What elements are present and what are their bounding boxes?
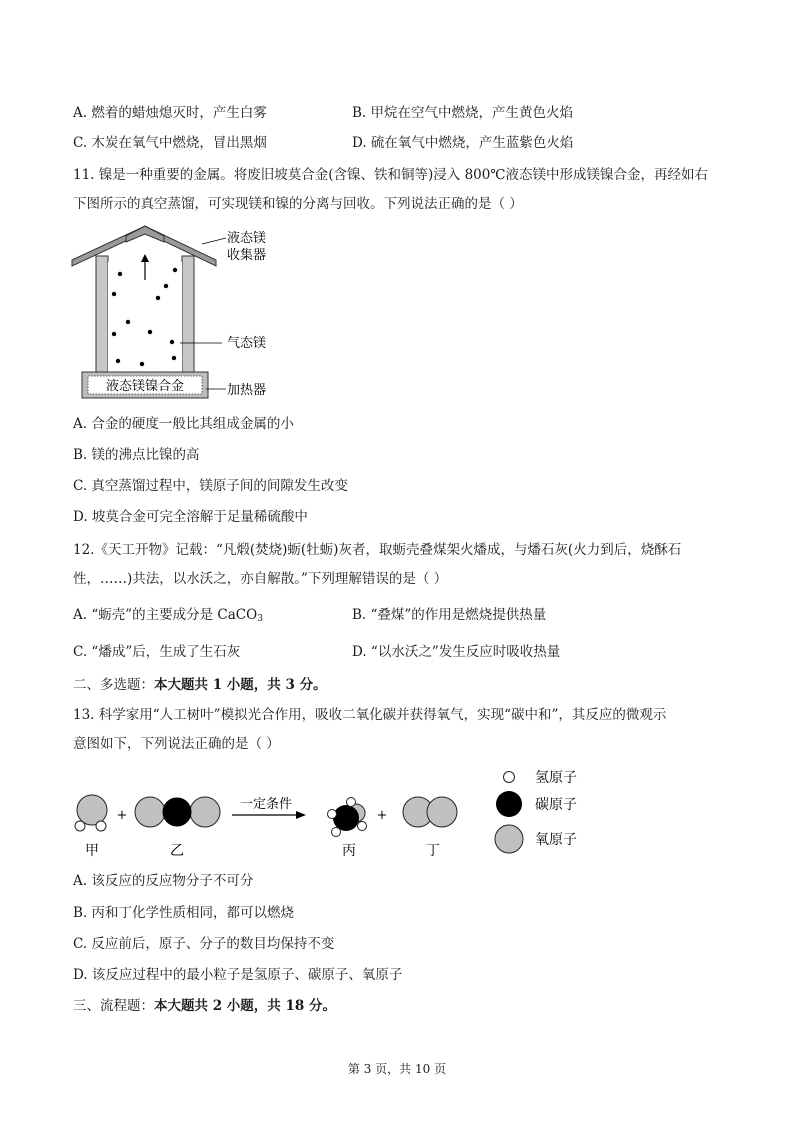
- molecule-bing: [328, 798, 367, 837]
- left-wall: [96, 256, 108, 374]
- label-yi: 乙: [170, 843, 184, 859]
- q12-option-c: C. “燔成”后，生成了生石灰: [73, 644, 241, 660]
- q12-option-b: B. “叠煤”的作用是燃烧提供热量: [352, 607, 547, 623]
- legend-hydrogen-swatch: [504, 772, 515, 783]
- label-ding: 丁: [426, 843, 440, 859]
- right-wall: [182, 256, 194, 374]
- q13-option-c: C. 反应前后，原子、分子的数目均保持不变: [73, 936, 335, 952]
- gas-magnesium-label: 气态镁: [227, 336, 267, 351]
- label-bing: 丙: [342, 843, 356, 859]
- plus-sign-1: +: [116, 808, 128, 823]
- heater-label: 加热器: [227, 383, 267, 398]
- legend-oxygen-label: 氧原子: [535, 832, 577, 848]
- q12-option-a: A. “蛎壳”的主要成分是 CaCO$_3$: [73, 607, 263, 624]
- q10-option-b: B. 甲烷在空气中燃烧，产生黄色火焰: [352, 105, 574, 121]
- vacuum-distillation-diagram: [70, 222, 310, 402]
- collector-label-1: 液态镁: [227, 231, 267, 246]
- reaction-condition: 一定条件: [239, 797, 293, 812]
- section-3-heading: 三、流程题：本大题共 2 小题，共 18 分。: [73, 998, 336, 1014]
- legend-oxygen-swatch: [495, 825, 523, 853]
- q13-option-a: A. 该反应的反应物分子不可分: [73, 873, 254, 889]
- q11-stem-line1: 11. 镍是一种重要的金属。将废旧坡莫合金(含镍、铁和铜等)浸入 800℃液态镁中形成镁镍合金，再经如右: [73, 167, 708, 183]
- q12-stem-line2: 性，……)共法，以水沃之，亦自解散。”下列理解错误的是（ ）: [73, 571, 448, 587]
- section-2-heading: 二、多选题：本大题共 1 小题，共 3 分。: [73, 677, 327, 693]
- q10-option-a: A. 燃着的蜡烛熄灭时，产生白雾: [73, 105, 267, 121]
- q11-stem-line2: 下图所示的真空蒸馏，可实现镁和镍的分离与回收。下列说法正确的是（ ）: [73, 196, 523, 212]
- q11-option-b: B. 镁的沸点比镍的高: [73, 447, 200, 463]
- q12-option-d: D. “以水沃之”发生反应时吸收热量: [352, 644, 561, 660]
- q11-option-d: D. 坡莫合金可完全溶解于足量稀硫酸中: [73, 509, 308, 525]
- q11-option-c: C. 真空蒸馏过程中，镁原子间的间隙发生改变: [73, 478, 348, 494]
- molecule-jia: [75, 795, 107, 831]
- q13-option-b: B. 丙和丁化学性质相同，都可以燃烧: [73, 905, 295, 921]
- q11-option-a: A. 合金的硬度一般比其组成金属的小: [73, 416, 294, 432]
- legend-carbon-label: 碳原子: [535, 797, 577, 813]
- page-footer: 第 3 页，共 10 页: [347, 1062, 447, 1076]
- legend: [495, 770, 577, 853]
- q13-option-d: D. 该反应过程中的最小粒子是氢原子、碳原子、氧原子: [73, 967, 403, 983]
- legend-hydrogen-label: 氢原子: [535, 770, 577, 786]
- plus-sign-2: +: [376, 808, 388, 823]
- molecule-yi: [135, 797, 220, 827]
- legend-carbon-swatch: [496, 791, 522, 817]
- label-jia: 甲: [85, 843, 99, 859]
- q10-option-d: D. 硫在氧气中燃烧，产生蓝紫色火焰: [352, 135, 574, 151]
- molecule-ding: [403, 797, 457, 827]
- q13-stem-line1: 13. 科学家用“人工树叶”模拟光合作用，吸收二氧化碳并获得氧气，实现“碳中和”，其反应的微观示: [73, 707, 667, 723]
- q12-stem-line1: 12.《天工开物》记载：“凡煅(焚烧)蛎(牡蛎)灰者，取蛎壳叠煤架火燔成，与燔石灰(火力到后，烧酥石: [73, 542, 682, 558]
- reaction-micro-diagram: [70, 762, 610, 862]
- q13-stem-line2: 意图如下，下列说法正确的是（ ）: [73, 736, 280, 752]
- collector-label-2: 收集器: [227, 248, 267, 263]
- q10-option-c: C. 木炭在氧气中燃烧，冒出黑烟: [73, 135, 267, 151]
- alloy-label: 液态镁镍合金: [105, 379, 185, 394]
